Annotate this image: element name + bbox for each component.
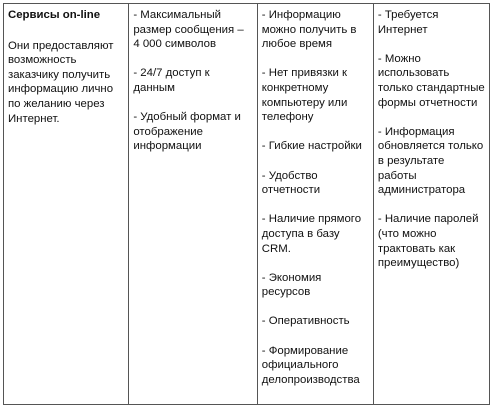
advantages-cell [257,4,373,405]
list-item: - Нет привязки к конкретному компьютеру или телефону [261,67,348,124]
list-item: - Информацию можно получить в любое время [261,9,357,51]
comparison-table [3,3,490,405]
list-item: - Наличие прямого доступа в базу CRM. [261,213,362,255]
list-item: - Максимальный размер сообщения – 4 000 символов [133,9,244,51]
list-item: - Удобство отчетности [261,169,321,197]
list-item: - Формирование официального делопроизводства [261,344,360,386]
table-row [4,4,490,405]
list-item: - Информация обновляется только в результате работы администратора [377,125,484,197]
list-item: - Наличие паролей (что можно трактовать как преимущество) [377,213,479,270]
service-title: Сервисы on-line [8,9,101,21]
service-description: Они предоставляют возможность заказчику получить информацию лично по желанию через Интернет. [8,39,114,125]
list-item: - Удобный формат и отображение информации [133,111,241,153]
list-item: - Требуется Интернет [377,9,439,36]
list-item: - Оперативность [261,315,350,328]
list-item: - 24/7 доступ к данным [133,67,210,94]
list-item: - Экономия ресурсов [261,271,322,299]
disadvantages-cell [373,4,489,405]
list-item: - Гибкие настройки [261,140,362,153]
list-item: - Можно использовать только стандартные формы отчетности [377,52,485,109]
service-description-cell [4,4,129,405]
features-cell [129,4,257,405]
